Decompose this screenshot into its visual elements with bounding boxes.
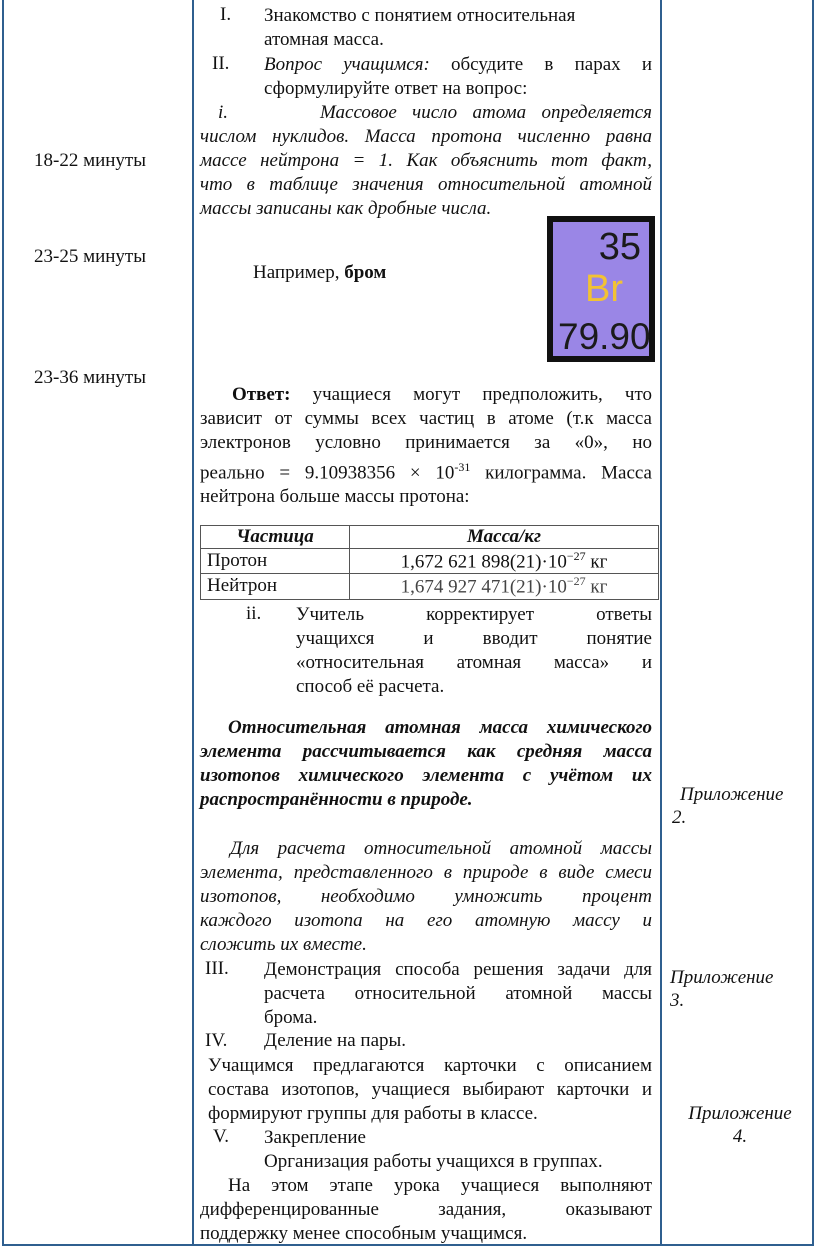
text-line: изотопов, необходимо умножить процент xyxy=(200,886,652,907)
text-line: массе нейтрона = 1. Как объяснить тот факт, xyxy=(200,150,652,171)
text-line: элемента, представленного в природе в виде смеси xyxy=(200,862,652,883)
table-row xyxy=(201,574,659,599)
definition-text xyxy=(200,716,652,812)
text-line: состава изотопов, учащиеся выбирают карточки и xyxy=(208,1079,652,1100)
appendix-note xyxy=(678,1102,802,1148)
text-line: что в таблице значения относительной атомной xyxy=(200,174,652,195)
text-line: формируют группы для работы в классе. xyxy=(208,1103,538,1124)
text-line: килограмма. Масса xyxy=(470,462,652,484)
appendix-note xyxy=(672,783,798,829)
table-header: Масса/кг xyxy=(350,526,659,549)
step-number: IV. xyxy=(205,1030,228,1051)
step-text: Деление на пары. xyxy=(264,1030,407,1051)
step-number: ii. xyxy=(246,603,262,624)
text-line: зависит от суммы всех частиц в атоме (т.к масса xyxy=(200,408,652,429)
calc-text xyxy=(200,837,652,957)
question-number: i. xyxy=(218,102,229,123)
text-line: 3. xyxy=(670,990,685,1011)
text-line: учащихся и вводит понятие xyxy=(296,628,652,649)
text-line: брома. xyxy=(264,1007,318,1028)
teacher-text xyxy=(296,603,652,699)
text-line: расчета относительной атомной массы xyxy=(264,983,652,1004)
example-element: бром xyxy=(344,262,387,283)
text-line: 2. xyxy=(672,807,687,828)
answer-text xyxy=(200,383,652,509)
text-line: реально = 9.10938356 × 10 xyxy=(200,462,455,484)
step-number: V. xyxy=(213,1126,230,1147)
text-line: Массовое число атома определяется xyxy=(319,102,652,123)
step-text xyxy=(264,53,652,101)
text-line: «относительная атомная масса» и xyxy=(296,652,652,673)
text-line: Организация работы учащихся в группах. xyxy=(264,1151,603,1172)
step-paragraph xyxy=(200,1174,652,1246)
text-line: сформулируйте ответ на вопрос: xyxy=(264,78,528,99)
table-row xyxy=(201,549,659,574)
question-text xyxy=(200,101,652,221)
column-divider xyxy=(660,0,662,1246)
table-cell: 1,672 621 $898(21)\cdot 10^{-27}$ кг xyxy=(350,549,659,574)
text-line: электронов условно принимается за «0», но xyxy=(200,432,652,453)
text-line: поддержку менее способным учащимся. xyxy=(200,1223,528,1244)
text-line: обсудите в парах и xyxy=(451,54,652,75)
question-label: Вопрос учащимся: xyxy=(264,54,430,75)
text-line: Относительная атомная масса химического xyxy=(228,717,652,738)
text-line: атомная масса. xyxy=(264,29,384,50)
text-line: 4. xyxy=(732,1126,748,1147)
text-line: каждого изотопа на его атомную массу и xyxy=(200,910,652,931)
time-label: 23-25 минуты xyxy=(34,246,147,267)
text-line: числом нуклидов. Масса протона численно равна xyxy=(200,126,652,147)
text-line: учащиеся могут предположить, что xyxy=(312,384,652,405)
text-line: Закрепление xyxy=(264,1127,366,1148)
answer-label: Ответ: xyxy=(232,384,291,405)
text-line: изотопов химического элемента с учётом их xyxy=(200,765,652,786)
text-line: Для расчета относительной атомной массы xyxy=(230,838,652,859)
text-line: Учащимся предлагаются карточки с описанием xyxy=(208,1055,652,1076)
text-line: распространённости в природе. xyxy=(200,789,473,810)
text-line: элемента рассчитывается как средняя масса xyxy=(200,741,652,762)
text-line: Приложение xyxy=(670,967,774,988)
example-prefix: Например, xyxy=(253,262,340,283)
text-line: массы записаны как дробные числа. xyxy=(200,198,492,219)
text-line: На этом этапе урока учащиеся выполняют xyxy=(228,1175,652,1196)
time-label: 18-22 минуты xyxy=(34,150,147,171)
step-number: III. xyxy=(205,958,229,979)
text-line: дифференцированные задания, оказывают xyxy=(200,1199,652,1220)
element-card xyxy=(547,216,655,362)
table-cell: Протон xyxy=(201,549,350,574)
text-line: сложить их вместе. xyxy=(200,934,367,955)
column-divider xyxy=(192,0,194,1246)
step-text xyxy=(264,958,652,1030)
text-line: Приложение xyxy=(680,784,784,805)
atomic-number: 35 xyxy=(598,226,641,268)
example-text xyxy=(253,262,386,284)
time-label: 23-36 минуты xyxy=(34,367,147,388)
table-cell: 1,674 927 $471(21)\cdot 10^{-27}$ кг xyxy=(350,574,659,599)
step-paragraph xyxy=(208,1054,652,1126)
particle-mass-table xyxy=(200,525,659,600)
text-line: нейтрона больше массы протона: xyxy=(200,486,470,508)
table-header: Частица xyxy=(201,526,350,549)
atomic-mass: 79.90 xyxy=(558,316,651,357)
text-line: способ её расчета. xyxy=(296,676,445,697)
step-number: I. xyxy=(220,4,232,25)
step-text xyxy=(264,1126,603,1174)
text-line: Учитель корректирует ответы xyxy=(296,604,652,625)
text-line: Демонстрация способа решения задачи для xyxy=(264,959,652,980)
exponent: -31 xyxy=(454,460,471,474)
element-symbol: Br xyxy=(585,268,623,310)
step-text xyxy=(264,4,575,52)
appendix-note xyxy=(670,966,796,1012)
text-line: Приложение xyxy=(688,1103,792,1124)
table-cell: Нейтрон xyxy=(201,574,350,599)
step-number: II. xyxy=(212,53,230,74)
text-line: Знакомство с понятием относительная xyxy=(264,5,576,26)
